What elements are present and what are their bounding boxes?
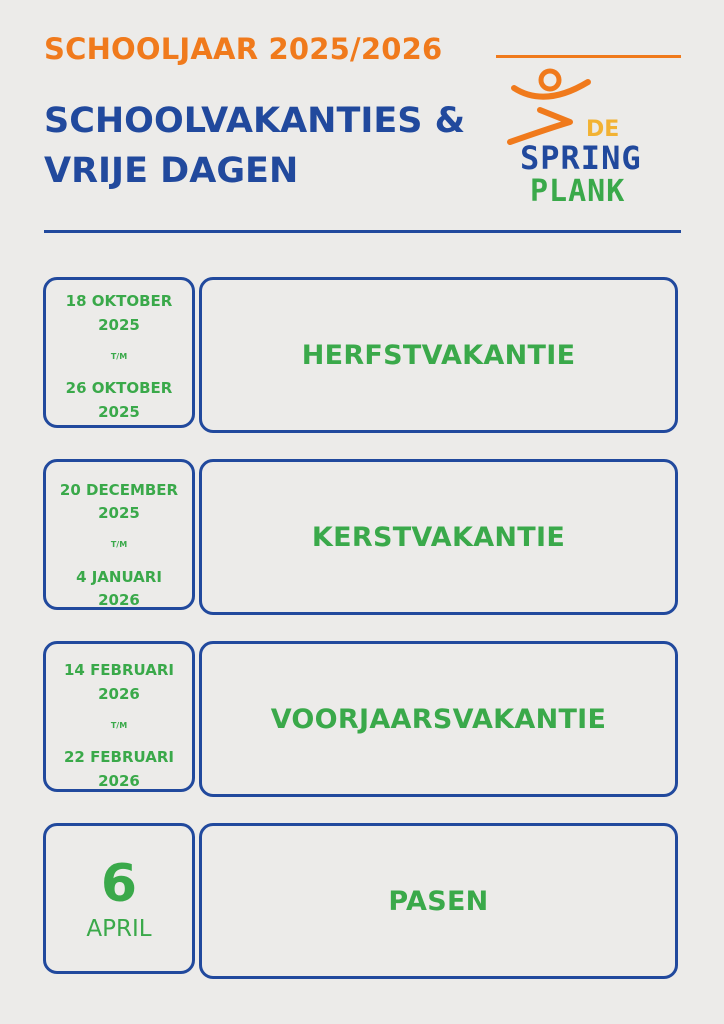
- header-year: SCHOOLJAAR 2025/2026: [44, 32, 443, 66]
- holiday-name: KERSTVAKANTIE: [311, 521, 566, 553]
- range-separator: T/M: [110, 540, 128, 549]
- springplank-logo: [500, 66, 670, 216]
- page-title-line-1: SCHOOLVAKANTIES &: [44, 101, 466, 141]
- end-year: 2026: [98, 772, 140, 790]
- range-separator: T/M: [110, 721, 128, 730]
- header-divider-orange: [496, 55, 681, 58]
- start-year: 2025: [98, 316, 140, 334]
- holiday-row: [43, 823, 680, 979]
- single-day-number: 6: [100, 854, 138, 914]
- date-range-box: [43, 459, 195, 610]
- start-date: 18 OKTOBER: [65, 292, 173, 310]
- holiday-row: [43, 277, 680, 433]
- page-title-line-2: VRIJE DAGEN: [44, 151, 299, 191]
- logo-word-spring: SPRING: [520, 139, 642, 177]
- holiday-name: HERFSTVAKANTIE: [301, 339, 576, 371]
- holiday-name-box: [199, 277, 678, 433]
- holiday-name: PASEN: [388, 885, 489, 917]
- start-year: 2025: [98, 504, 140, 522]
- end-year: 2025: [98, 403, 140, 421]
- holiday-row: [43, 459, 680, 615]
- logo-word-de: DE: [586, 117, 620, 142]
- start-date: 20 DECEMBER: [59, 481, 179, 499]
- single-date-box: [43, 823, 195, 974]
- holiday-name-box: [199, 641, 678, 797]
- start-date: 14 FEBRUARI: [63, 661, 175, 679]
- date-range-box: [43, 277, 195, 428]
- logo-figure-body: [510, 110, 570, 142]
- logo-word-plank: PLANK: [530, 174, 626, 209]
- end-date: 22 FEBRUARI: [63, 748, 175, 766]
- end-year: 2026: [98, 591, 140, 609]
- range-separator: T/M: [110, 352, 128, 361]
- end-date: 26 OKTOBER: [65, 379, 173, 397]
- holiday-name-box: [199, 823, 678, 979]
- date-range-box: [43, 641, 195, 792]
- single-day-month: APRIL: [86, 916, 152, 942]
- start-year: 2026: [98, 685, 140, 703]
- holiday-name: VOORJAARSVAKANTIE: [270, 703, 607, 735]
- end-date: 4 JANUARI: [76, 568, 162, 586]
- logo-figure-head: [541, 71, 559, 89]
- header-divider-blue: [44, 230, 681, 233]
- page-title: [44, 96, 465, 196]
- holiday-row: [43, 641, 680, 797]
- holiday-name-box: [199, 459, 678, 615]
